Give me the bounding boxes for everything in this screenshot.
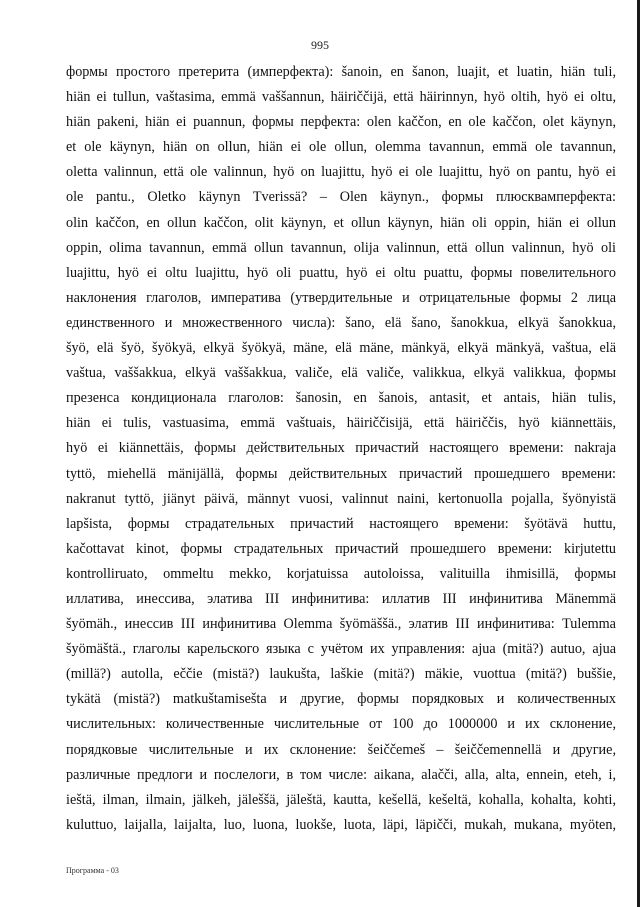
text-line: šyömäh., инессив III инфинитива Olemma šyömäššä., элатив III инфинитива: Tulemma — [66, 616, 616, 633]
text-line: наклонения глаголов, императива (утвердительные и отрицательные формы 2 лица — [66, 289, 616, 306]
body-text — [66, 60, 616, 838]
text-line: ole pantu., Oletko käynyn Tverissä? – Olen käynyn., формы плюсквамперфекта: — [66, 189, 616, 206]
text-line: et ole käynyn, hiän on ollun, hiän ei ole ollun, olemma tavannun, emmä ole tavannun, — [66, 139, 616, 156]
text-line: hyö ei kiännettäis, формы действительных причастий настоящего времени: nakraja — [66, 440, 616, 457]
text-line: lapšista, формы страдательных причастий настоящего времени: šyötävä huttu, — [66, 515, 616, 532]
text-line: luajittu, hyö ei oltu luajittu, hyö oli puattu, hyö ei oltu puattu, формы повелительного — [66, 264, 616, 281]
text-line: kuluttuo, laijalla, laijalta, luo, luona, luokše, luota, läpi, läpičči, mukah, mukana, myöten, — [66, 816, 616, 833]
text-line: kontrolliruato, ommeltu mekko, korjatuissa autoloissa, valituilla ihmisillä, формы — [66, 565, 616, 582]
text-line: порядковые числительные и их склонение: šeiččemeš – šeiččemennellä и другие, — [66, 741, 616, 758]
text-line: иллатива, инессива, элатива III инфинитива: иллатив III инфинитива Mänemmä — [66, 590, 616, 607]
text-line: числительных: количественные числительные от 100 до 1000000 и их склонение, — [66, 716, 616, 733]
text-line: kačottavat kinot, формы страдательных причастий прошедшего времени: kirjutettu — [66, 540, 616, 557]
text-line: презенса кондиционала глаголов: šanosin, en šanois, antasit, et antais, hiän tulis, — [66, 390, 616, 407]
text-line: ieštä, ilman, ilmain, jälkeh, jäleššä, jäleštä, kautta, kešellä, kešeltä, kohalla, kohalta, kohti, — [66, 791, 616, 808]
text-line: hiän pakeni, hiän ei puannun, формы перфекта: olen kaččon, en ole kaččon, olet käynyn, — [66, 114, 616, 131]
text-line: olin kaččon, en ollun kaččon, olit käynyn, et ollun käynyn, hiän oli oppin, hiän ei ollun — [66, 214, 616, 231]
text-line: oppin, olima tavannun, emmä ollun tavannun, olija valinnun, että ollun valinnun, hyö oli — [66, 239, 616, 256]
text-line: (millä?) autolla, eččie (mistä?) laukušta, laškie (mitä?) mäkie, vuottua (mitä?) buššie, — [66, 666, 616, 683]
page-number: 995 — [311, 38, 329, 52]
text-line: vaštua, vaššakkua, elkyä vaššakkua, valiče, elä valiče, valikkua, elkyä valikkua, формы — [66, 365, 616, 382]
page-footer: Программа - 03 — [66, 866, 119, 875]
text-line: šyömäštä., глаголы карельского языка с учётом их управления: ajua (mitä?) autuo, ajua — [66, 641, 616, 658]
text-line: формы простого претерита (имперфекта): šanoin, en šanon, luajit, et luatin, hiän tuli, — [66, 64, 616, 80]
text-line: oletta valinnun, että ole valinnun, hyö on luajittu, hyö ei ole luajittu, hyö on pantu, hyö ei — [66, 164, 616, 181]
text-line: различные предлоги и послелоги, в том числе: aikana, alačči, alla, alta, ennein, eteh, i, — [66, 766, 616, 783]
text-line: hiän ei tulis, vastuasima, emmä vaštuais, häiriččisijä, että häiriččis, hyö kiännettäis, — [66, 415, 616, 432]
text-line: šyö, elä šyö, šyökyä, elkyä šyökyä, mäne, elä mäne, mänkyä, elkyä mänkyä, vaštua, elä — [66, 340, 616, 357]
text-line: tykätä (mistä?) matkuštamisešta и другие, формы порядковых и количественных — [66, 691, 616, 708]
text-line: hiän ei tullun, vaštasima, emmä vaššannun, häiriččijä, että häirinnyn, hyö oltih, hyö ei oltu, — [66, 89, 616, 106]
text-line: nakranut tyttö, jiänyt päivä, männyt vuosi, valinnut naini, kertonuolla pojalla, šyönyistä — [66, 490, 616, 507]
text-line: единственного и множественного числа): šano, elä šano, šanokkua, elkyä šanokkua, — [66, 314, 616, 331]
text-line: tyttö, miehellä mänijällä, формы действительных причастий прошедшего времени: — [66, 465, 616, 482]
